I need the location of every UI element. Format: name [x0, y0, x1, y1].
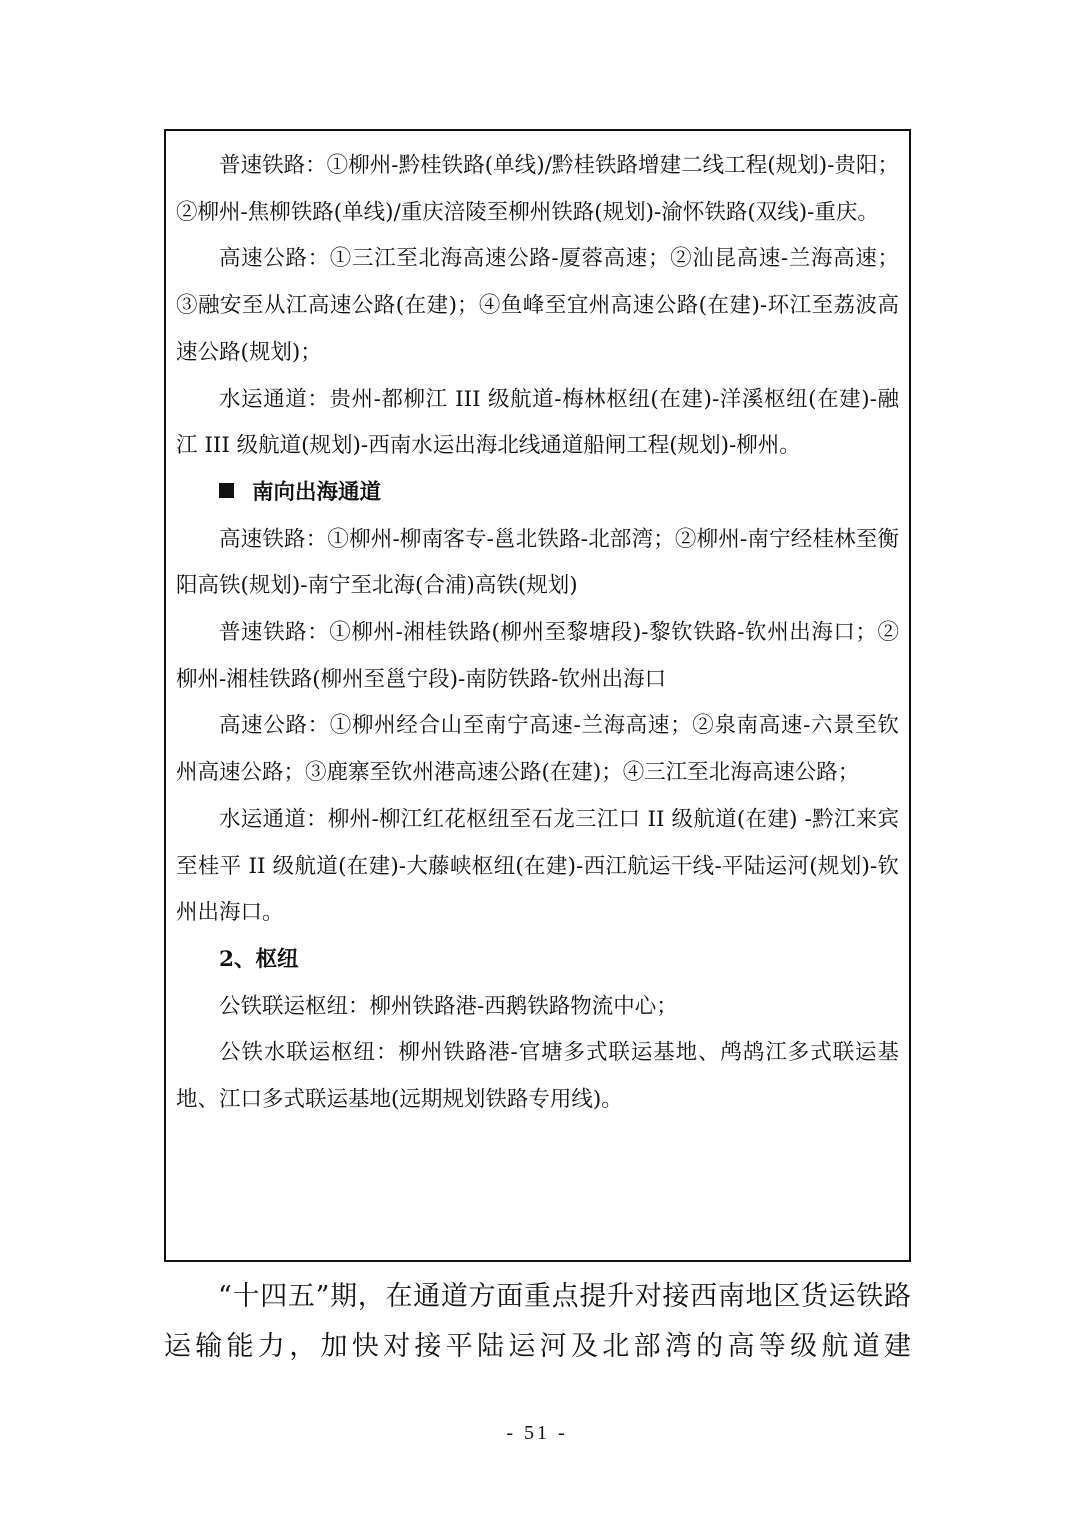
- paragraph-conventional-railway-north: 普速铁路：①柳州-黔桂铁路(单线)/黔桂铁路增建二线工程(规划)-贵阳；②柳州-焦柳铁路(单线)/重庆涪陵至柳州铁路(规划)-渝怀铁路(双线)-重庆。: [176, 153, 899, 225]
- framed-text-box: [164, 129, 911, 1262]
- paragraph-expressway-south: 高速公路：①柳州经合山至南宁高速-兰海高速；②泉南高速-六景至钦州高速公路；③鹿寨至钦州港高速公路(在建)；④三江至北海高速公路；: [176, 713, 899, 786]
- paragraph-road-rail-water-hub: 公铁水联运枢纽：柳州铁路港-官塘多式联运基地、鸬鸪江多式联运基地、江口多式联运基地(远期规划铁路专用线)。: [176, 1040, 899, 1113]
- paragraph-waterway-north: 水运通道：贵州-都柳江 III 级航道-梅林枢纽(在建)-洋溪枢纽(在建)-融江 III 级航道(规划)-西南水运出海北线通道船闸工程(规划)-柳州。: [176, 386, 899, 459]
- body-paragraph: “十四五”期，在通道方面重点提升对接西南地区货运铁路运输能力，加快对接平陆运河及北部湾的高等级航道建: [164, 1281, 911, 1362]
- paragraph-waterway-south: 水运通道：柳州-柳江红花枢纽至石龙三江口 II 级航道(在建) -黔江来宾至桂平 II 级航道(在建)-大藤峡枢纽(在建)-西江航运干线-平陆运河(规划)-钦州出海口。: [176, 806, 899, 926]
- section-heading-text: 南向出海通道: [252, 479, 382, 505]
- black-square-bullet-icon: [219, 483, 234, 498]
- section-heading-south-channel: [176, 470, 899, 517]
- paragraph-road-rail-hub: 公铁联运枢纽：柳州铁路港-西鹅铁路物流中心；: [219, 993, 678, 1019]
- paragraph-conventional-railway-south: 普速铁路：①柳州-湘桂铁路(柳州至黎塘段)-黎钦铁路-钦州出海口；②柳州-湘桂铁路(柳州至邕宁段)-南防铁路-钦州出海口: [176, 620, 899, 692]
- body-text: [164, 1272, 911, 1372]
- section-heading-hub: 2、枢纽: [219, 946, 299, 972]
- page-number: - 51 -: [506, 1422, 568, 1444]
- paragraph-high-speed-railway-south: 高速铁路：①柳州-柳南客专-邕北铁路-北部湾；②柳州-南宁经桂林至衡阳高铁(规划)-南宁至北海(合浦)高铁(规划): [176, 526, 899, 599]
- paragraph-expressway-north: 高速公路：①三江至北海高速公路-厦蓉高速；②汕昆高速-兰海高速；③融安至从江高速公路(在建)；④鱼峰至宜州高速公路(在建)-环江至荔波高速公路(规划)；: [176, 246, 899, 365]
